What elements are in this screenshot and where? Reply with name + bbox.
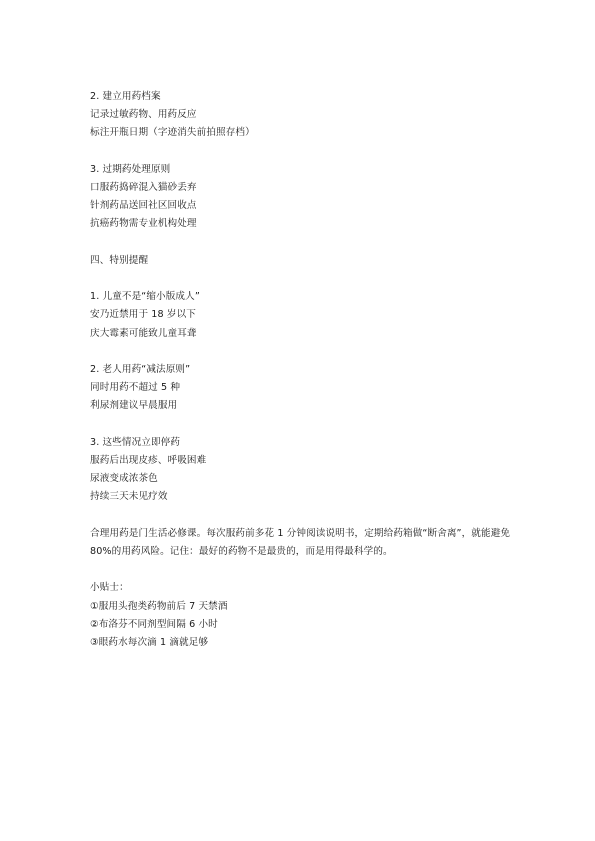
body-line: 记录过敏药物、用药反应 — [90, 109, 197, 121]
body-line: 服药后出现皮疹、呼吸困难 — [90, 454, 207, 466]
summary-paragraph: 合理用药是门生活必修课。每次服药前多花 1 分钟阅读说明书，定期给药箱做“断舍离”，就能避免 80%的用药风险。记住：最好的药物不是最贵的，而是用得最科学的。 — [90, 527, 511, 557]
body-line: 针剂药品送回社区回收点 — [90, 200, 197, 212]
tip-item: ①服用头孢类药物前后 7 天禁酒 — [90, 600, 228, 612]
tip-item: ③眼药水每次滴 1 滴就足够 — [90, 636, 209, 648]
document-body — [90, 88, 520, 652]
section-heading: 3. 过期药处理原则 — [90, 163, 171, 175]
body-line: 同时用药不超过 5 种 — [90, 382, 181, 394]
paragraph-gap — [90, 416, 520, 434]
section-heading: 2. 老人用药“减法原则” — [90, 363, 191, 375]
tips-section — [90, 579, 520, 652]
paragraph-gap — [90, 143, 520, 161]
body-line: 口服药捣碎混入猫砂丢弃 — [90, 182, 197, 193]
section-expired-disposal — [90, 161, 520, 234]
paragraph-gap — [90, 234, 520, 252]
section-heading: 3. 这些情况立即停药 — [90, 436, 181, 448]
tip-item: ②布洛芬不同剂型间隔 6 小时 — [90, 618, 218, 630]
paragraph-gap — [90, 343, 520, 361]
paragraph-gap — [90, 270, 520, 288]
section-children — [90, 288, 520, 343]
body-line: 尿液变成浓茶色 — [90, 473, 158, 485]
section-stop-medication — [90, 434, 520, 507]
body-line: 安乃近禁用于 18 岁以下 — [90, 309, 196, 321]
body-line: 标注开瓶日期（字迹消失前拍照存档） — [90, 127, 255, 139]
body-line: 持续三天未见疗效 — [90, 491, 168, 503]
body-line: 抗癌药物需专业机构处理 — [90, 218, 197, 230]
section-medication-records — [90, 88, 520, 143]
part-title: 四、特别提醒 — [90, 254, 149, 266]
paragraph-gap — [90, 507, 520, 525]
paragraph-gap — [90, 561, 520, 579]
section-heading: 2. 建立用药档案 — [90, 91, 161, 102]
section-elderly — [90, 361, 520, 416]
section-heading: 1. 儿童不是“缩小版成人” — [90, 291, 200, 303]
tips-title: 小贴士： — [90, 582, 129, 594]
body-line: 庆大霉素可能致儿童耳聋 — [90, 327, 197, 339]
body-line: 利尿剂建议早晨服用 — [90, 400, 178, 412]
